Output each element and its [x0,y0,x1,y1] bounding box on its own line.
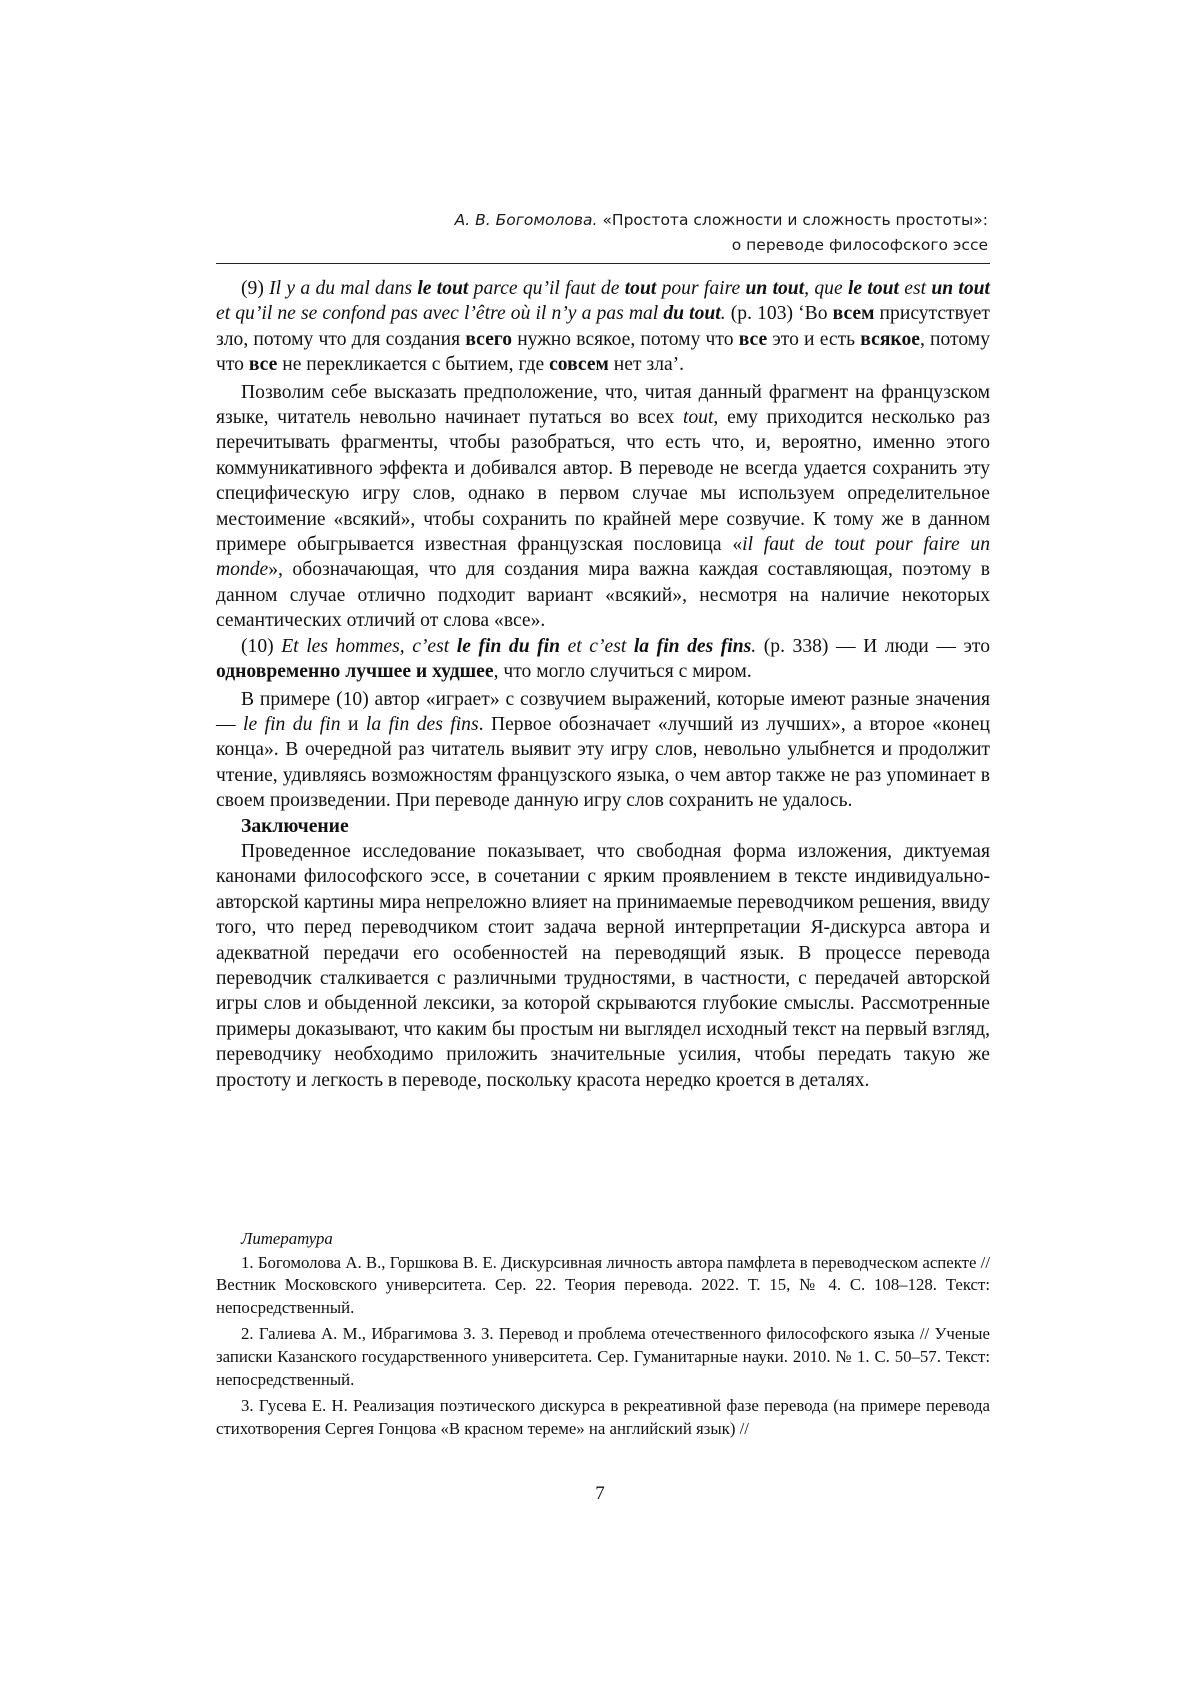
reference-item: 2. Галиева А. М., Ибрагимова З. З. Перевод и проблема отечественного философского языка // Ученые записки Казанского государственного университета. Сер. Гуманитарные науки. 2010. № 1. С. 50–57. Текст: непосредственный. [216,1324,990,1389]
french-text: et qu’il ne se confond pas avec l’être où il n’y a pas mal [216,303,664,325]
reference-item: 3. Гусева Е. Н. Реализация поэтического дискурса в рекреативной фазе перевода (на примере перевода стихотворения Сергея Гонцова «В красном тереме» на английский язык) // [216,1396,990,1438]
example-9 [216,276,990,378]
running-head-line-1 [220,208,988,233]
body-text: », обозначающая, что для создания мира важна каждая составляющая, поэтому в данном случае отлично подходит вариант «всякий», несмотря на наличие некоторых семантических отличий от слова «все». [216,559,990,632]
french-text: . [720,303,726,325]
section-heading-conclusion: Заключение [241,815,349,837]
reference-item: 1. Богомолова А. В., Горшкова В. Е. Дискурсивная личность автора памфлета в переводческом аспекте // Вестник Московского университета. Сер. 22. Теория перевода. 2022. Т. 15, № 4. С. 108–128. Текст: непосредственный. [216,1252,990,1317]
french-text: . [751,635,757,657]
example-number: (10) [241,635,282,657]
body-text: . Первое обозначает «лучший из лучших», а второе «конец конца». В очередной раз читатель выявит эту игру слов, невольно улыбнется и продолжит чтение, удивляясь возможностям французского языка, о чем автор также не раз упоминает в своем произведении. При переводе данную игру слов сохранить не удалось. [216,713,990,812]
translation-emphasis: всего [465,328,513,350]
french-text: et c’est [560,635,634,657]
french-emphasis: le tout [847,278,899,299]
french-emphasis: le tout [417,278,469,299]
translation-text: это и есть [767,328,861,350]
example-10 [216,634,990,685]
translation-emphasis: все [738,328,768,350]
translation-text: , потому что [216,328,990,376]
translation-emphasis: совсем [549,354,609,376]
running-head [220,208,988,258]
example-number: (9) [241,278,270,299]
paragraph-conclusion: Проведенное исследование показывает, что свободная форма изложения, диктуемая канонами философского эссе, в сочетании с ярким проявлением в тексте индивидуально-авторской картины мира непреложно влияет на принимаемые переводчиком решения, ввиду того, что перед переводчиком стоит задача верной интерпретации Я-дискурса автора и адекватной передачи его особенностей на переводящий язык. В процессе перевода переводчик сталкивается с различными трудностями, в частности, с передачей авторской игры слов и обыденной лексики, за которой скрываются глубокие смыслы. Рассмотренные примеры доказывают, что каким бы простым ни выглядел исходный текст на первый взгляд, переводчику необходимо приложить значительные усилия, чтобы передать такую же простоту и легкость в переводе, поскольку красота нередко кроется в деталях. [216,840,990,1091]
french-text: pour faire [656,278,746,299]
french-term: la fin des fins [365,713,479,735]
article-body [216,276,990,1093]
running-head-title-part-2: о переводе философского эссе [731,236,988,254]
translation-emphasis: всем [832,303,875,325]
translation-text: , что могло случиться с миром. [493,661,752,683]
translation-text: (p. 103) ‘Во [725,303,833,325]
french-emphasis: tout [624,278,657,299]
header-rule [216,263,990,264]
translation-text: присутствует зло, потому что для создания [216,303,990,350]
body-text: , ему приходится несколько раз перечитывать фрагменты, чтобы разобраться, что есть что, и, вероятно, именно этого коммуникативного эффекта и добивался автор. В переводе не всегда удается сохранить эту специфическую игру слов, однако в первом случае мы используем определительное местоимение «всякий», чтобы сохранить по крайней мере созвучие. К тому же в данном примере обыгрывается известная французская пословица « [216,407,990,556]
translation-emphasis: все [248,354,278,376]
translation-emphasis: одновременно лучшее и худшее [216,661,494,683]
references [216,1228,990,1444]
french-emphasis: le fin du fin [456,635,561,657]
french-text: Et les hommes, c’est [281,635,457,657]
translation-text: нет зла’. [608,354,685,376]
translation-text: (p. 338) — И люди — это [756,635,991,657]
french-proverb: il faut de tout pour faire un monde [216,534,991,581]
french-text: parce qu’il faut de [468,278,625,299]
french-emphasis: du tout [663,303,721,325]
translation-text: не перекликается с бытием, где [277,354,550,376]
french-term: tout [682,407,714,429]
references-title: Литература [241,1229,333,1248]
paragraph-analysis-9 [216,380,990,634]
french-emphasis: un tout [931,278,990,299]
french-text: est [898,278,932,299]
running-head-title-part-1: «Простота сложности и сложность простоты»: [602,211,988,229]
translation-text: нужно всякое, потому что [512,328,739,350]
page-number: 7 [595,1483,605,1504]
french-text: , que [804,278,848,299]
body-text: Позволим себе высказать предположение, что, читая данный фрагмент на французском языке, читатель невольно начинает путаться во всех [216,381,990,429]
body-text: и [340,713,366,735]
french-text: Il y a du mal dans [269,278,418,299]
body-text: В примере (10) автор «играет» с созвучием выражений, которые имеют разные значения — [216,688,990,735]
french-term: le fin du fin [243,713,341,735]
translation-emphasis: всякое [860,328,920,350]
running-head-author: А. В. Богомолова. [454,211,598,229]
french-emphasis: la fin des fins [633,635,752,657]
french-emphasis: un tout [745,278,805,299]
paragraph-analysis-10 [216,687,990,814]
